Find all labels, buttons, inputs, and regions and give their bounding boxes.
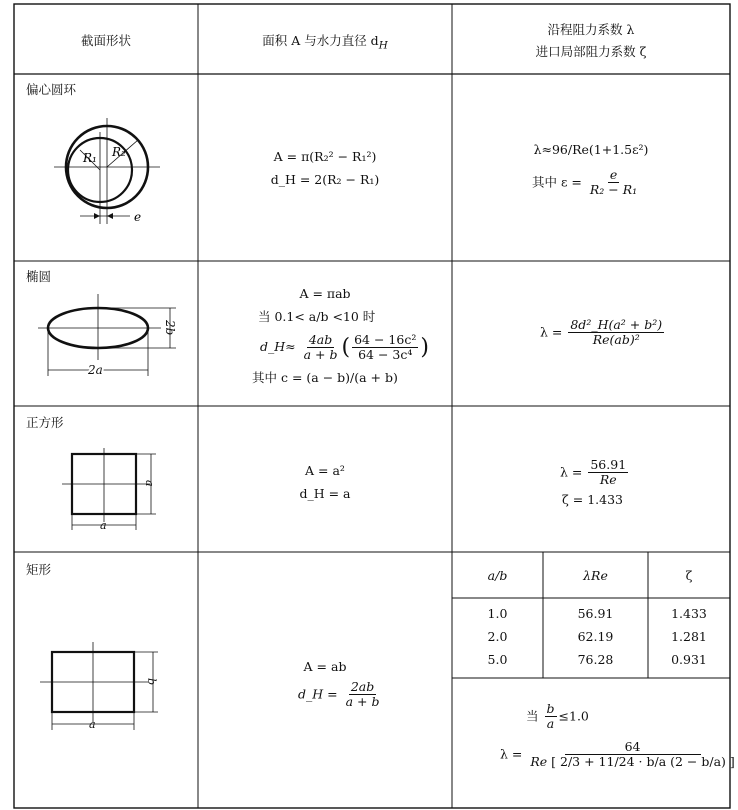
square-lambda-lhs: λ = xyxy=(560,464,583,480)
square-area: A = a² xyxy=(305,463,345,478)
square-dh: d_H = a xyxy=(299,486,351,501)
inner-cell-2-1: 76.28 xyxy=(577,652,614,667)
ellipse-dh: d_H≈ $\frac{4ab}{a + b}$ ( $\frac{\text{64 − 16c²}}{\text{64 − 3c⁴}}$ ) xyxy=(260,331,429,363)
rectangle-lambda-den-body: 2/3 + 11/24 · b/a (2 − b/a) xyxy=(560,754,726,770)
square-lambda-fraction xyxy=(588,458,628,488)
rectangle-condition xyxy=(526,702,589,732)
ellipse-dh-fraction xyxy=(302,333,340,363)
ellipse-dh-paren-fraction xyxy=(352,333,418,363)
ellipse-area: A = πab xyxy=(299,286,351,301)
eccentric-area: A = π(R₂² − R₁²) xyxy=(273,149,377,164)
eccentric-eps-den: R₂ − R₁ xyxy=(589,182,638,198)
label-r1: R₁ xyxy=(83,151,97,165)
inner-cell-2-2: 0.931 xyxy=(671,652,707,667)
rectangle-lambda-fraction xyxy=(528,740,736,770)
rectangle-label-b: b xyxy=(145,678,158,686)
label-r2: R₂ xyxy=(112,145,126,159)
label-e: e xyxy=(134,210,142,224)
square-lambda-num: 56.91 xyxy=(590,457,627,472)
row-eccentric-name: 偏心圆环 xyxy=(26,82,77,97)
square-lambda-den: Re xyxy=(599,472,617,488)
inner-cell-0-1: 56.91 xyxy=(577,606,614,621)
eccentric-where xyxy=(532,168,641,198)
label-2b: 2b xyxy=(163,320,177,336)
rectangle-dh-fraction xyxy=(344,680,382,710)
rectangle-cond-num: b xyxy=(546,701,555,716)
eccentric-annulus-figure xyxy=(50,112,180,232)
rectangle-cond-fraction xyxy=(545,702,557,732)
ellipse-lambda-fraction xyxy=(568,318,664,348)
rectangle-cond-rhs: ≤1.0 xyxy=(558,708,589,724)
ellipse-condition: 当 0.1< a/b <10 时 xyxy=(258,309,376,324)
inner-header-zeta: ζ xyxy=(685,568,693,583)
ellipse-dh-paren-num: 64 − 16c² xyxy=(354,331,417,347)
inner-header-lambda-re: λRe xyxy=(583,568,608,583)
header-zeta: 进口局部阻力系数 ζ xyxy=(535,44,647,59)
eccentric-where-text: 其中 ε = xyxy=(532,174,582,190)
label-2a: 2a xyxy=(88,363,103,377)
inner-cell-0-2: 1.433 xyxy=(671,606,707,621)
ellipse-figure xyxy=(36,290,186,382)
rectangle-label-a: a xyxy=(89,718,96,731)
header-area-dh xyxy=(198,31,452,52)
ellipse-lambda xyxy=(540,318,666,348)
eccentric-dh: d_H = 2(R₂ − R₁) xyxy=(270,172,380,187)
eccentric-eps-fraction xyxy=(588,168,639,198)
ellipse-dh-den: a + b xyxy=(303,347,338,363)
square-figure xyxy=(62,448,162,532)
square-lambda xyxy=(560,458,630,488)
header-shape: 截面形状 xyxy=(80,33,131,48)
row-ellipse-name: 椭圆 xyxy=(26,269,52,284)
inner-cell-0-0: 1.0 xyxy=(487,606,508,621)
ellipse-dh-paren-den: 64 − 3c⁴ xyxy=(358,347,413,363)
inner-cell-1-0: 2.0 xyxy=(487,629,508,644)
inner-cell-2-0: 5.0 xyxy=(487,652,508,667)
rectangle-lambda-den-pre: Re xyxy=(530,754,548,770)
rectangle-lambda xyxy=(500,740,738,770)
square-zeta: ζ = 1.433 xyxy=(562,492,623,507)
rectangle-area: A = ab xyxy=(303,659,347,674)
rectangle-dh-den: a + b xyxy=(345,694,380,710)
inner-cell-1-1: 62.19 xyxy=(577,629,614,644)
header-area-dh-text: 面积 A 与水力直径 d xyxy=(262,33,379,48)
inner-header-ab: a/b xyxy=(487,568,508,583)
rectangle-dh-num: 2ab xyxy=(350,679,375,694)
rectangle-dh xyxy=(298,680,383,710)
ellipse-dh-num: 4ab xyxy=(308,331,333,347)
eccentric-eps-num: e xyxy=(609,167,618,182)
rectangle-cond-lhs: 当 xyxy=(526,708,539,724)
row-square-name: 正方形 xyxy=(26,415,64,430)
rectangle-lambda-num: 64 xyxy=(565,740,701,755)
inner-cell-1-2: 1.281 xyxy=(671,629,707,644)
ellipse-lambda-num: 8d²_H(a² + b²) xyxy=(570,317,663,332)
rectangle-dh-lhs: d_H = xyxy=(298,686,338,702)
square-label-a-bottom: a xyxy=(100,519,107,532)
ellipse-dh-lhs: d_H≈ xyxy=(260,339,296,355)
header-area-dh-sub: H xyxy=(378,39,388,52)
header-lambda: 沿程阻力系数 λ xyxy=(547,22,635,37)
rectangle-lambda-lhs: λ = xyxy=(500,746,523,762)
eccentric-lambda: λ≈96/Re(1+1.5ε²) xyxy=(533,142,649,157)
row-rectangle-name: 矩形 xyxy=(26,562,52,577)
ellipse-lambda-den: Re(ab)² xyxy=(592,332,640,348)
square-label-a-right: a xyxy=(143,480,156,487)
ellipse-lambda-lhs: λ = xyxy=(540,324,563,340)
rectangle-lambda-den: Re [ 2/3 + 11/24 · b/a (2 − b/a) ] xyxy=(530,754,735,770)
ellipse-where: 其中 c = (a − b)/(a + b) xyxy=(252,370,398,385)
rectangle-cond-den: a xyxy=(546,716,555,732)
rectangle-figure xyxy=(36,642,166,734)
